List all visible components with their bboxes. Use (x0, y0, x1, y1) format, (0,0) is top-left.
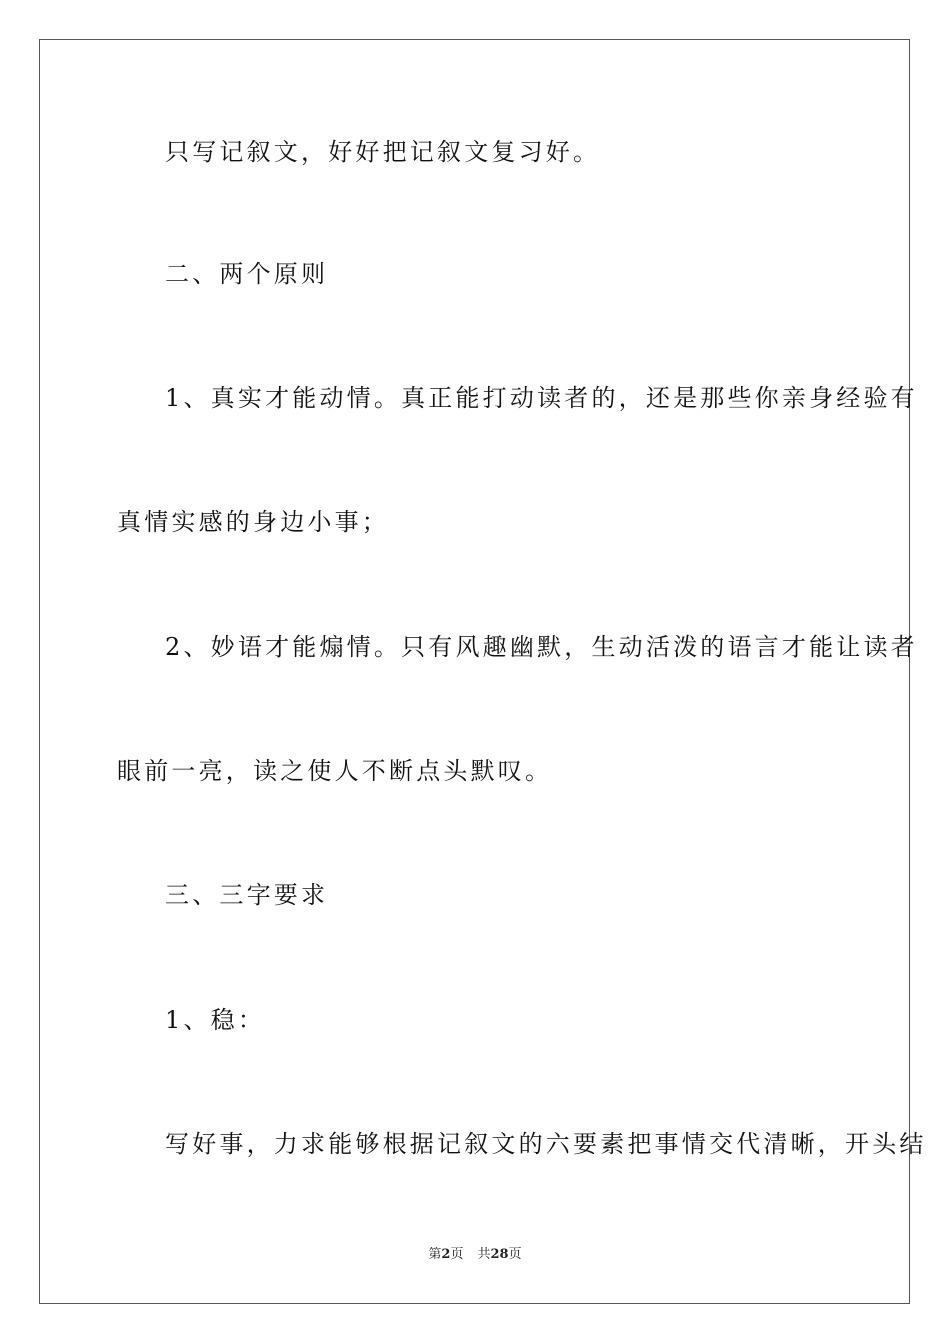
page-border (39, 39, 910, 1304)
page-footer (0, 1246, 950, 1264)
paragraph-line: 只写记叙文，好好把记叙文复习好。 (165, 138, 601, 166)
total-pages: 28 (490, 1247, 509, 1262)
paragraph-line: 1、真实才能动情。真正能打动读者的，还是那些你亲身经验有 (165, 384, 918, 412)
page-suffix: 页 (450, 1247, 464, 1262)
total-suffix: 页 (508, 1247, 522, 1262)
page-number: 2 (441, 1247, 451, 1262)
paragraph-line: 眼前一亮，读之使人不断点头默叹。 (117, 757, 553, 785)
paragraph-line: 真情实感的身边小事； (117, 508, 389, 536)
section-heading: 二、两个原则 (165, 260, 329, 288)
paragraph-line: 写好事，力求能够根据记叙文的六要素把事情交代清晰，开头结 (165, 1130, 927, 1158)
sub-heading: 1、稳： (165, 1006, 266, 1034)
paragraph-line: 2、妙语才能煽情。只有风趣幽默，生动活泼的语言才能让读者 (165, 633, 918, 661)
section-heading: 三、三字要求 (165, 881, 329, 909)
page-prefix: 第 (428, 1247, 442, 1262)
total-prefix: 共 (477, 1247, 491, 1262)
